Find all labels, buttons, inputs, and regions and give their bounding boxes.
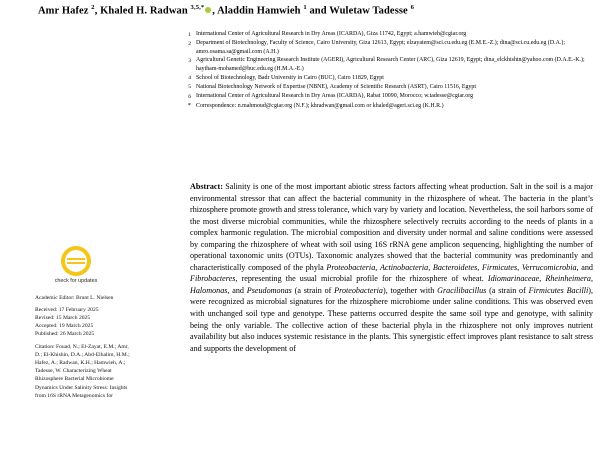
affiliation-text: International Center of Agricultural Research in Dry Areas (ICARDA), Rabat 10090, Morocco; w.tadesse@cgiar.org	[196, 93, 474, 100]
check-for-updates-label[interactable]: check for updates	[54, 278, 98, 284]
affiliation-text: National Biotechnology Network of Expertise (NBNE), Academy of Scientific Research (ASRT), Cairo 11516, Egypt	[196, 83, 477, 90]
affiliation-marker: 1	[188, 31, 191, 38]
affiliation-marker: 2	[188, 40, 191, 47]
article-metadata	[17, 294, 135, 400]
affiliation-list	[178, 30, 593, 111]
badge-bar-bottom	[67, 262, 85, 264]
date-published: Published: 26 March 2025	[35, 331, 95, 338]
affiliation-text: Department of Biotechnology, Faculty of Science, Cairo University, Giza 12613, Egypt; elzayatem@sci.cu.edu.eg (E.M.E.-Z.); dina@sci.cu.edu.eg (D.A.); amro.osama.sa@gmail.com (A.H.)	[196, 40, 566, 55]
affiliation-item	[178, 83, 593, 92]
correspondence-marker: *	[187, 102, 191, 110]
affiliation-item	[178, 39, 593, 56]
affiliation-marker: 5	[188, 84, 191, 91]
citation-block: Citation: Fouad, N.; El-Zayat, E.M.; Amr, D.; El-Khishin, D.A.; Abd-Elhalim, H.M.; Hafez, A.; Radwan, K.H.; Hamwieh, A.; Tadesse, W. Characterizing Wheat Rhizosphere Bacterial Microbiome Dynamics Under Salinity Stress: Insights from 16S rRNA Metagenomics for	[35, 343, 130, 399]
academic-editor: Academic Editor: Brunt L. Nielsen	[35, 294, 114, 301]
affiliation-text: International Center of Agricultural Research in Dry Areas (ICARDA), Giza 11742, Egypt; a.hamwieh@cgiar.org	[196, 31, 467, 37]
affiliation-text: Agricultural Genetic Engineering Research Institute (AGERI), Agricultural Research Center (ARC), Giza 12619, Egypt; dina_elckhishin@yahoo.com (D.A.E.-K.); haytham-mohamed@buc.edu.eg (H.M.A.-E.)	[196, 57, 585, 72]
badge-inner	[65, 250, 87, 272]
date-received: Received: 17 February 2025	[35, 306, 99, 313]
affiliation-marker: 4	[188, 75, 191, 82]
check-for-updates-icon[interactable]	[61, 246, 91, 276]
abstract-section: Abstract: Salinity is one of the most important abiotic stress factors affecting wheat production. Salt in the soil is a major environmental stressor that can affect the bacterial community in the rhizosphere of wheat. The bacteria in the plant’s rhizosphere promote growth and stress tolerance, which vary by variety and location. Nevertheless, the soil harbors some of the most diverse microbial communities, while the rhizosphere selectively recruits according to the needs of plants in a complex harmonic regulation. The microbial composition and diversity under normal and saline conditions were assessed by comparing the rhizosphere of wheat with soil using 16S rRNA gene amplicon sequencing, highlighting the number of operational taxonomic units (OTUs). Taxonomic analyzes showed that the bacterial community was predominantly and characteristically composed of the phyla Proteobacteria, Actinobacteria, Bacteroidetes, Firmicutes, Verrucomicrobia, and Fibrobacteres, representing the usual microbial profile for the rhizosphere of wheat. Idiomarinaceae, Rheinheimera, Halomonas, and Pseudomonas (a strain of Proteobacteria), together with Gracilibacillus (a strain of Firmicutes Bacilli), were recognized as microbial signatures for the rhizosphere microbiome under saline conditions. This was observed even with unchanged soil type and genotype. These patterns occurred despite the same soil type and genotype, with salinity being the only variable. The collective action of these bacterial phyla in the rhizosphere not only improves nutrient availability but also induces systemic resistance in the plants. This synergistic effect improves plant resistance to salt stress and supports the development of	[190, 182, 593, 353]
affiliation-item	[178, 92, 593, 101]
date-accepted: Accepted: 19 March 2025	[35, 323, 94, 330]
affiliation-marker: 3	[188, 57, 191, 64]
affiliation-item	[178, 74, 593, 83]
correspondence-text: Correspondence: n.mahmoud@cgiar.org (N.F.); khradwan@gmail.com or khaled@ageri.sci.eg (K.H.R.)	[196, 102, 444, 109]
author-list: Amr Hafez $^2$, Khaled H. Radwan $^{3,5,*}$ , Aladdin Hamwieh $^1$ and Wuletaw Tadesse $^6$	[38, 4, 414, 17]
badge-bar-top	[67, 258, 85, 260]
affiliation-item	[178, 30, 593, 39]
publication-dates	[35, 306, 133, 339]
sidebar	[17, 246, 135, 400]
affiliation-item	[178, 56, 593, 73]
correspondence-item	[178, 102, 593, 111]
affiliation-text: School of Biotechnology, Badr University in Cairo (BUC), Cairo 11829, Egypt	[196, 74, 384, 81]
affiliation-marker: 6	[188, 93, 191, 100]
date-revised: Revised: 15 March 2025	[35, 315, 91, 321]
